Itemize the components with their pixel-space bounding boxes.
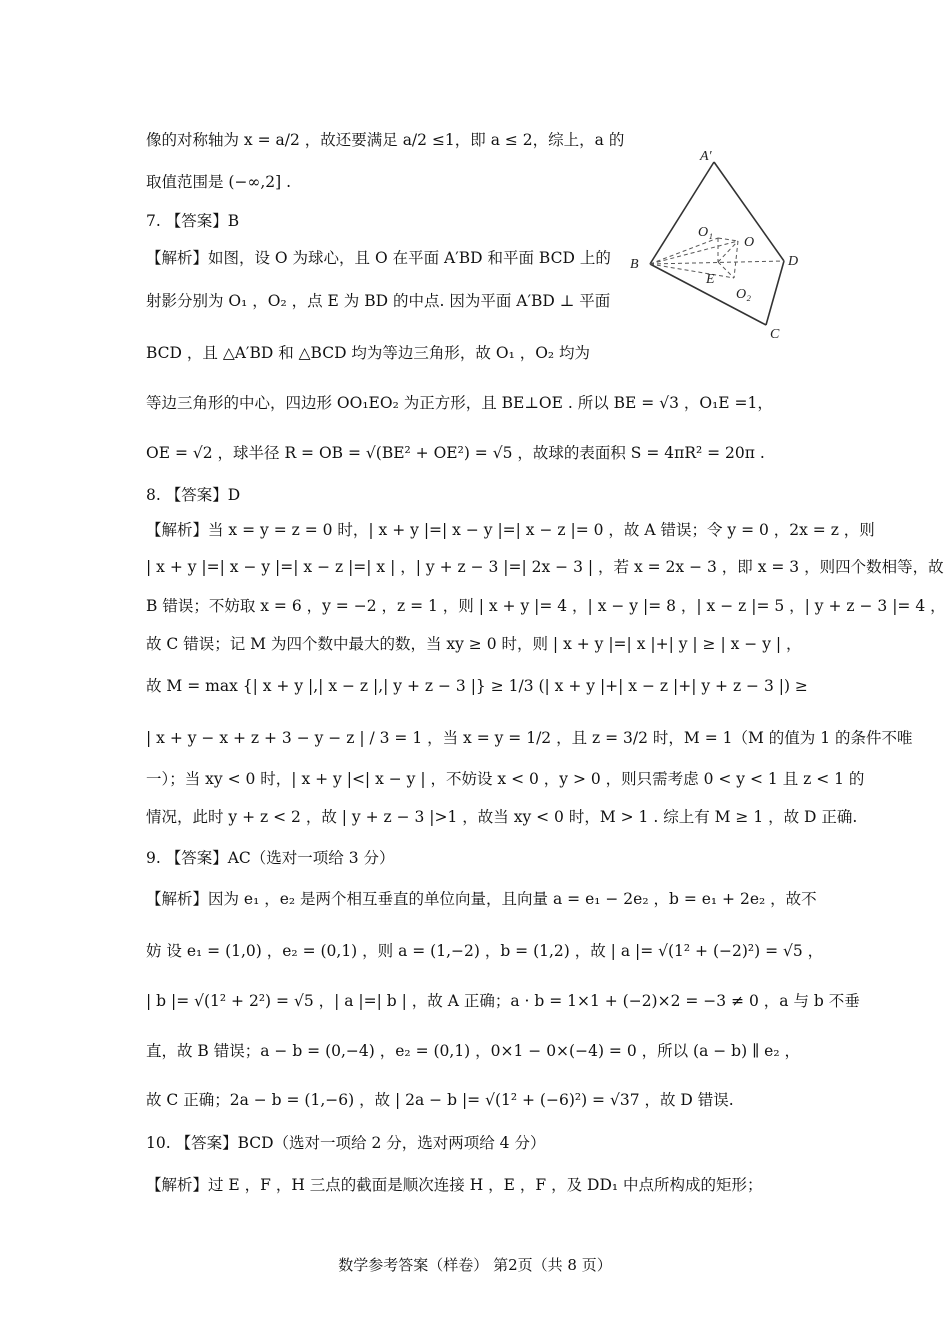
- text-line: 故 C 正确；2a − b = (1,−6) ，故 | 2a − b |= √(1² + (−6)²) = √37 ，故 D 错误.: [146, 1091, 734, 1109]
- text-line: 【解析】如图，设 O 为球心，且 O 在平面 A′BD 和平面 BCD 上的: [146, 249, 611, 267]
- text-line: BCD ，且 △A′BD 和 △BCD 均为等边三角形，故 O₁ ，O₂ 均为: [146, 344, 591, 362]
- text-line: OE = √2 ，球半径 R = OB = √(BE² + OE²) = √5 ，故球的表面积 S = 4πR² = 20π .: [146, 444, 765, 462]
- segment-O1O: [718, 238, 738, 241]
- segment-BO1: [650, 238, 718, 264]
- segment-EO: [718, 241, 738, 262]
- segment-OO2: [734, 241, 738, 278]
- label-E: E: [706, 272, 715, 287]
- answer-heading-9: 9. 【答案】AC（选对一项给 3 分）: [146, 849, 395, 867]
- edge-CD: [766, 261, 784, 325]
- text-line: B 错误；不妨取 x = 6 ，y = −2 ，z = 1 ，则 | x + y |= 4 ，| x − y |= 8 ，| x − z |= 5 ，| y + z − 3 |= 4 ，: [146, 597, 946, 615]
- text-line: 【解析】因为 e₁ ，e₂ 是两个相互垂直的单位向量，且向量 a = e₁ − 2e₂ ，b = e₁ + 2e₂ ，故不: [146, 890, 817, 908]
- text-line: 一）；当 xy < 0 时，| x + y |<| x − y | ，不妨设 x < 0 ，y > 0 ，则只需考虑 0 < y < 1 且 z < 1 的: [146, 770, 865, 788]
- label-C: C: [770, 327, 780, 340]
- text-line: 直，故 B 错误；a − b = (0,−4) ，e₂ = (0,1) ，0×1 − 0×(−4) = 0 ，所以 (a − b) ∥ e₂ ，: [146, 1042, 800, 1060]
- label-B: B: [630, 257, 639, 272]
- answer-heading-10: 10. 【答案】BCD（选对一项给 2 分，选对两项给 4 分）: [146, 1134, 546, 1152]
- edge-BD: [650, 261, 784, 264]
- label-O: O: [744, 235, 755, 250]
- text-line: 故 M = max {| x + y |,| x − z |,| y + z − 3 |} ≥ 1/3 (| x + y |+| x − z |+| y + z − 3 |) ≥: [146, 677, 808, 695]
- text-line: 等边三角形的中心，四边形 OO₁EO₂ 为正方形，且 BE⊥OE . 所以 BE = √3 ，O₁E =1，: [146, 394, 773, 412]
- text-line: 取值范围是 (−∞,2] .: [146, 173, 292, 191]
- text-line: 情况，此时 y + z < 2 ，故 | y + z − 3 |>1 ，故当 xy < 0 时，M > 1 . 综上有 M ≥ 1 ，故 D 正确.: [146, 808, 858, 826]
- answer-heading-7: 7. 【答案】B: [146, 212, 240, 230]
- text-line: | x + y − x + z + 3 − y − z | / 3 = 1 ，当 x = y = 1/2 ，且 z = 3/2 时，M = 1（M 的值为 1 的条件不唯: [146, 729, 913, 747]
- text-line: 【解析】当 x = y = z = 0 时，| x + y |=| x − y |=| x − z |= 0 ，故 A 错误；令 y = 0 ，2x = z ，则: [146, 521, 875, 539]
- label-D: D: [788, 254, 799, 269]
- text-line: 妨 设 e₁ = (1,0) ，e₂ = (0,1) ，则 a = (1,−2) ，b = (1,2) ，故 | a |= √(1² + (−2)²) = √5 ，: [146, 942, 824, 960]
- text-line: 【解析】过 E ，F ，H 三点的截面是顺次连接 H ，E ，F ，及 DD₁ 中点所构成的矩形；: [146, 1176, 763, 1194]
- label-A: A′: [700, 149, 712, 164]
- text-line: | b |= √(1² + 2²) = √5 ，| a |=| b | ，故 A 正确；a · b = 1×1 + (−2)×2 = −3 ≠ 0 ，a 与 b 不垂: [146, 992, 860, 1010]
- text-line: | x + y |=| x − y |=| x − z |=| x | ，| y + z − 3 |=| 2x − 3 | ，若 x = 2x − 3 ，即 x = 3 ，则四个数相等，故: [146, 558, 944, 576]
- text-line: 像的对称轴为 x = a/2 ，故还要满足 a/2 ≤1，即 a ≤ 2，综上，a 的: [146, 131, 625, 149]
- edge-BA: [650, 162, 714, 264]
- page-footer: 数学参考答案（样卷） 第2页（共 8 页）: [338, 1256, 612, 1274]
- label-O1: O₁: [698, 225, 713, 240]
- text-line: 故 C 错误；记 M 为四个数中最大的数，当 xy ≥ 0 时，则 | x + y |=| x |+| y | ≥ | x − y | ，: [146, 635, 802, 653]
- label-O2: O₂: [736, 287, 751, 302]
- text-line: 射影分别为 O₁ ，O₂ ，点 E 为 BD 的中点. 因为平面 A′BD ⊥ 平面: [146, 292, 611, 310]
- answer-heading-8: 8. 【答案】D: [146, 486, 241, 504]
- tetrahedron-figure: [626, 140, 816, 340]
